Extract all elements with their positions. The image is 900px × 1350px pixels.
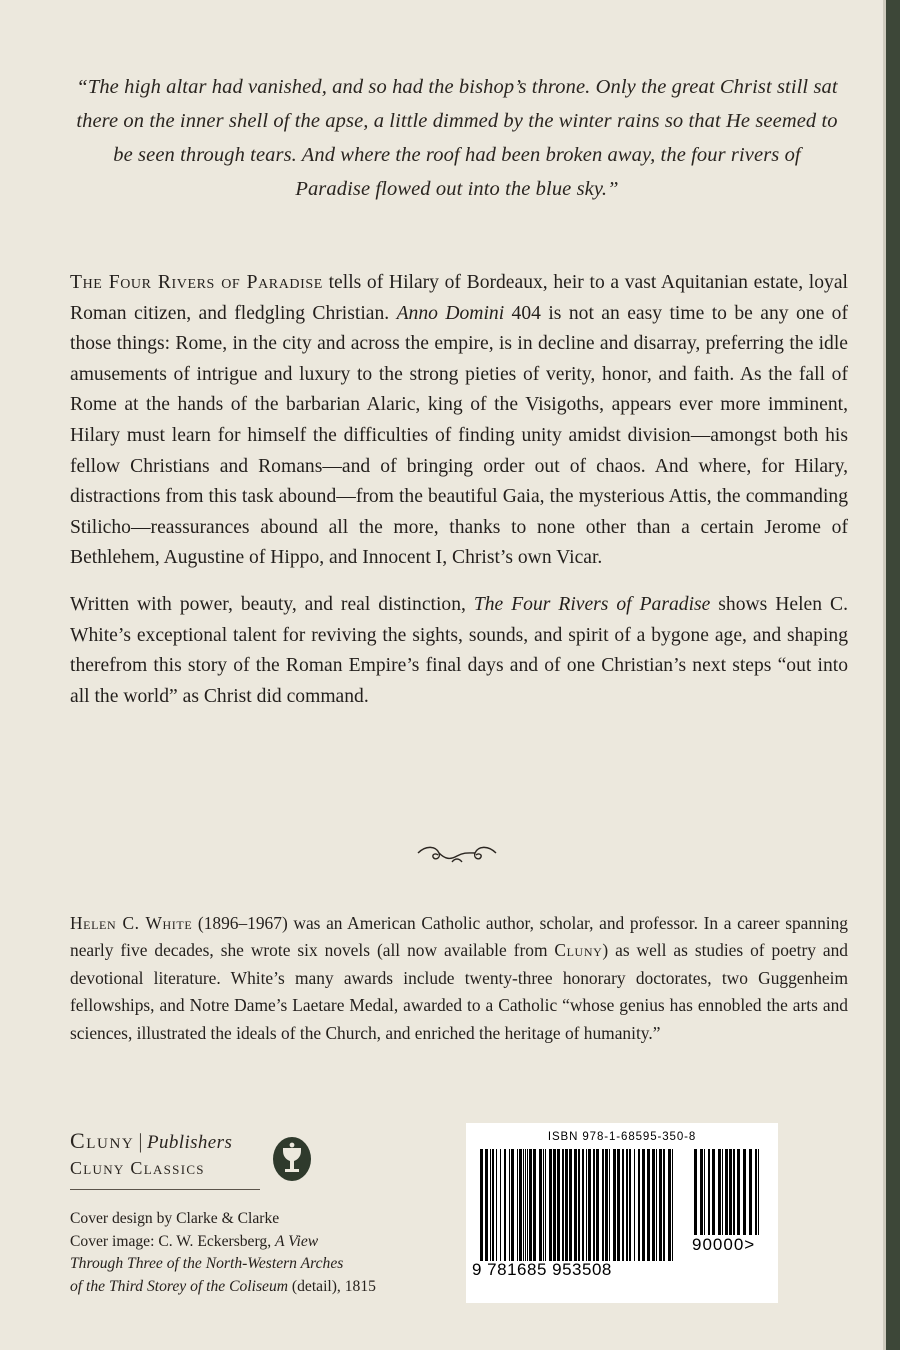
barcode-panel xyxy=(466,1123,778,1303)
publisher-role: Publishers xyxy=(146,1132,233,1153)
publisher-line xyxy=(70,1128,450,1190)
barcode-graphic xyxy=(466,1147,778,1295)
author-dates: (1896–1967) xyxy=(192,913,288,933)
credit-image-line-3 xyxy=(70,1276,450,1299)
barcode-ean-digits: 9 781685 953508 xyxy=(472,1260,612,1279)
blurb-p2-lead: Written with power, beauty, and real distinction, xyxy=(70,593,474,615)
cover-credits xyxy=(70,1208,450,1298)
publisher-series: Cluny Classics xyxy=(70,1158,205,1178)
blurb-p1-tail: 404 is not an easy time to be any one of those things: Rome, in the city and across the empire, is in decline and disarray, preferring the idle amusements of intrigue and luxury to the strong pieties of verity, honor, and faith. As the fall of Rome at the hands of the barbarian Alaric, king of the Visigoths, appears ever more imminent, Hilary must learn for himself the difficulties of finding unity amidst division—amongst both his fellow Christians and Romans—and of bringing order out of chaos. And where, for Hilary, distractions from this task abound—from the beautiful Gaia, the mysterious Attis, the commanding Stilicho—reassurances abound all the more, thanks to none other than a certain Jerome of Bethlehem, Augustine of Hippo, and Innocent I, Christ’s own Vicar. xyxy=(70,302,848,569)
barcode-addon-bars xyxy=(694,1149,764,1235)
author-bio-imprint: Cluny xyxy=(554,940,603,961)
ornament-divider xyxy=(68,842,846,873)
credit-image-title-3: of the Third Storey of the Coliseum xyxy=(70,1277,289,1295)
blurb-paragraph-1 xyxy=(70,268,848,574)
author-bio-text-2: ) as well as studies of poetry and devotional literature. White’s many awards include twenty-three honorary doctorates, two Guggenheim fellowships, and Notre Dame’s Laetare Medal, awarded to a Catholic “whose genius has ennobled the arts and sciences, illustrated the ideals of the Church, and enriched the heritage of humanity.” xyxy=(70,940,848,1043)
blurb-p1-italic: Anno Domini xyxy=(396,302,505,324)
blurb-p2-tail: shows Helen C. White’s exceptional talent for reviving the sights, sounds, and spirit of a bygone age, and shaping therefrom this story of the Roman Empire’s final days and of one Christian’s next steps “out into all the world” as Christ did command. xyxy=(70,593,848,707)
blurb-paragraph-2 xyxy=(70,590,848,712)
barcode-main-bars xyxy=(480,1149,676,1261)
spine-edge xyxy=(886,0,900,1350)
credit-image-title-2: Through Three of the North-Western Arches xyxy=(70,1255,344,1272)
isbn-label: ISBN 978-1-68595-350-8 xyxy=(547,1131,697,1143)
author-name: Helen C. White xyxy=(70,913,193,933)
publisher-name: Cluny xyxy=(70,1128,135,1153)
credit-image-detail: (detail), 1815 xyxy=(288,1277,376,1295)
credit-image-lead: Cover image: C. W. Eckersberg, xyxy=(70,1232,275,1250)
blurb-p1-rest: tells of Hilary of Bordeaux, heir to a vast Aquitanian estate, loyal Roman citizen, and fledgling Christian. xyxy=(70,272,848,324)
credit-design: Cover design by Clarke & Clarke xyxy=(70,1210,280,1227)
blurb xyxy=(70,268,848,728)
chalice-icon xyxy=(272,1136,312,1182)
publisher-title xyxy=(70,1128,260,1154)
author-bio-paragraph xyxy=(70,910,848,1047)
author-bio xyxy=(70,910,848,1047)
pull-quote: “The high altar had vanished, and so had the bishop’s throne. Only the great Christ still sat there on the inner shell of the apse, a little dimmed by the winter rains so that He seemed to be seen through tears. And where the roof had been broken away, the four rivers of Paradise flowed out into the blue sky.” xyxy=(76,76,838,200)
publisher-block xyxy=(70,1128,450,1298)
credit-image-title-1: A View xyxy=(275,1232,319,1250)
credit-image-line-1 xyxy=(70,1231,450,1254)
blurb-title-lead: The Four Rivers of Paradise xyxy=(70,272,323,293)
chalice-logo-svg xyxy=(272,1136,312,1182)
publisher-divider: | xyxy=(138,1129,143,1153)
flourish-icon xyxy=(412,842,502,868)
author-bio-text-1: was an American Catholic author, scholar, and professor. In a career spanning nearly five decades, she wrote six novels (all now available from xyxy=(70,913,848,961)
publisher-names xyxy=(70,1128,260,1190)
publisher-rule xyxy=(70,1189,260,1190)
blurb-p2-italic: The Four Rivers of Paradise xyxy=(473,593,711,615)
barcode-addon-digits: 90000> xyxy=(692,1235,756,1254)
